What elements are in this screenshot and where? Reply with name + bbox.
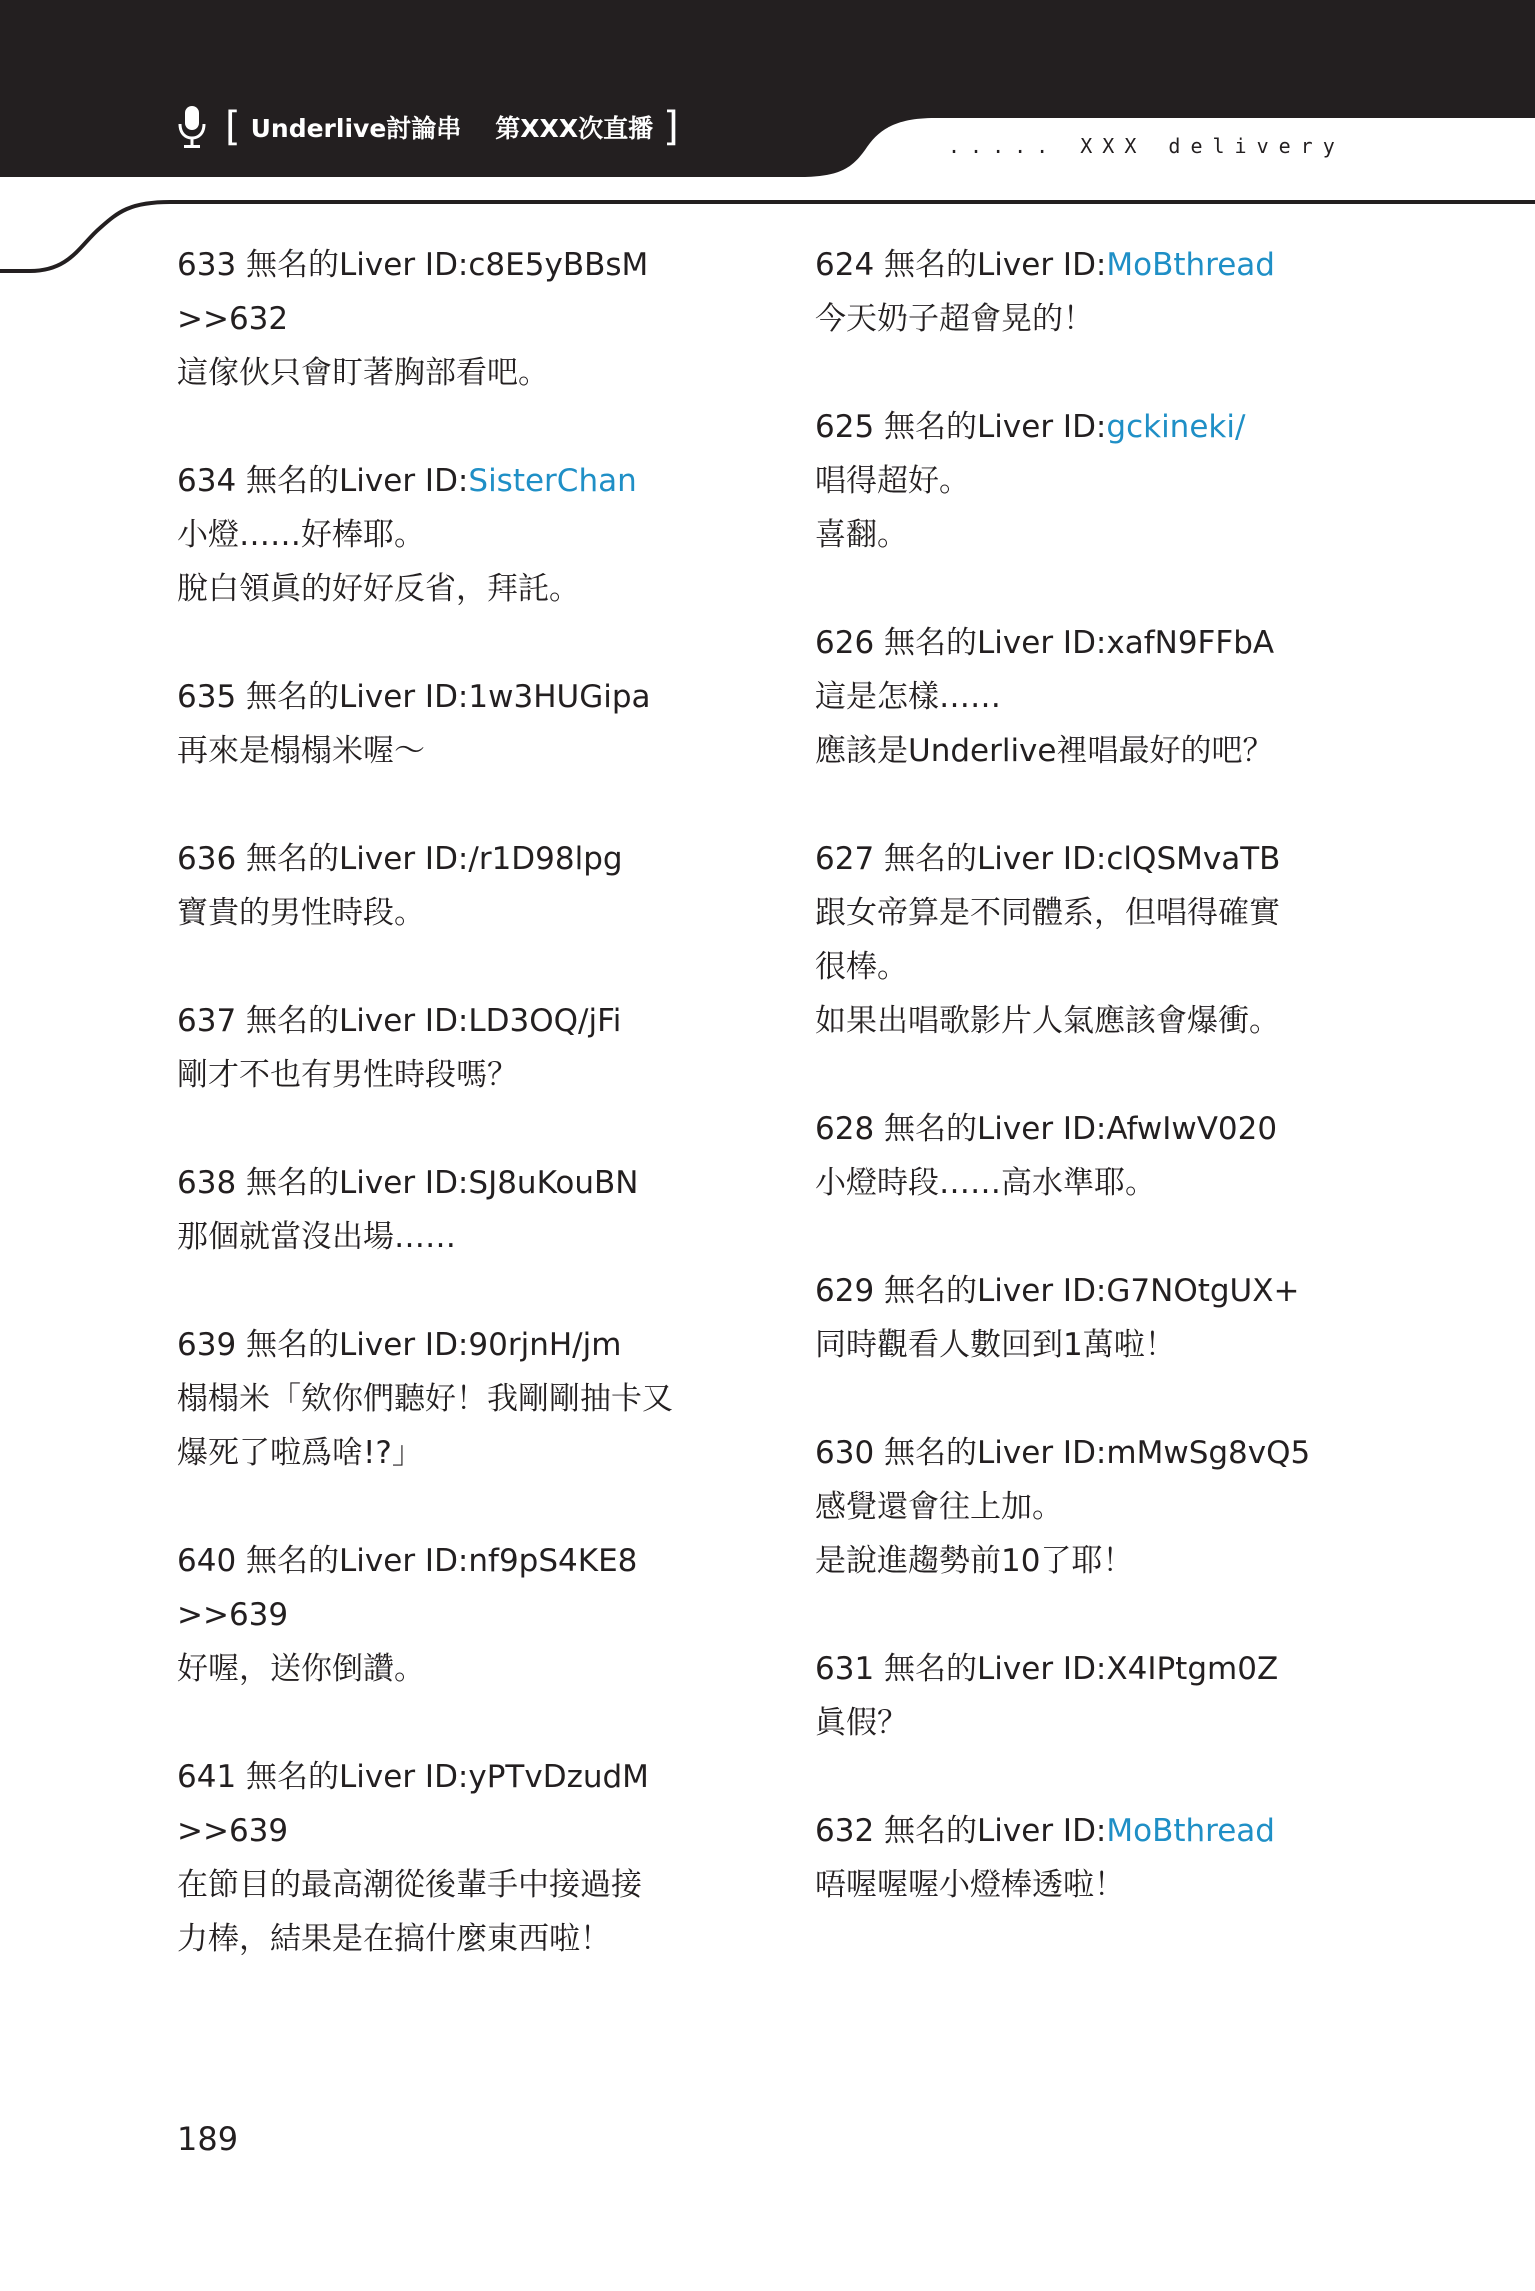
post (815, 1264, 1415, 1372)
post-header (815, 400, 1415, 454)
post-text-line: 喜翻。 (815, 517, 908, 553)
post-text-line: >>632 (177, 301, 289, 337)
bracket-open: [ (225, 104, 241, 150)
post-text-line: 小燈時段……高水準耶。 (815, 1165, 1156, 1201)
post-user-id: MoBthread (1106, 247, 1275, 283)
post-text-line: 小燈……好棒耶。 (177, 517, 425, 553)
post-text-line: 感覺還會往上加。 (815, 1489, 1063, 1525)
post-text-line: 是說進趨勢前10了耶！ (815, 1543, 1134, 1579)
post-header (815, 238, 1415, 292)
post-number-author: 636 無名的Liver ID: (177, 841, 469, 877)
post-text-line: 今天奶子超會晃的！ (815, 301, 1094, 337)
post (177, 994, 777, 1102)
post-number-author: 638 無名的Liver ID: (177, 1165, 469, 1201)
post-header (177, 1318, 777, 1372)
post-user-id: G7NOtgUX+ (1106, 1273, 1300, 1309)
post (815, 1426, 1415, 1588)
post (815, 832, 1415, 1048)
post (177, 238, 777, 400)
post-number-author: 637 無名的Liver ID: (177, 1003, 469, 1039)
post (815, 1642, 1415, 1750)
post (177, 1534, 777, 1696)
post-text-line: 這傢伙只會盯著胸部看吧。 (177, 355, 549, 391)
post-header (177, 238, 777, 292)
post-user-id: AfwIwV020 (1106, 1111, 1278, 1147)
post-header (815, 832, 1415, 886)
post-header (177, 1156, 777, 1210)
post-text-line: 應該是Underlive裡唱最好的吧？ (815, 733, 1274, 769)
post-text-line: 力棒，結果是在搞什麼東西啦！ (177, 1921, 611, 1957)
post-number-author: 634 無名的Liver ID: (177, 463, 469, 499)
post-text-line: 脫白領眞的好好反省，拜託。 (177, 571, 580, 607)
post-header (815, 1426, 1415, 1480)
post-user-id: MoBthread (1106, 1813, 1275, 1849)
thread-title (225, 104, 679, 150)
post-number-author: 625 無名的Liver ID: (815, 409, 1107, 445)
post-header (815, 1642, 1415, 1696)
post-text-line: 剛才不也有男性時段嗎？ (177, 1057, 518, 1093)
bracket-close: ] (663, 104, 679, 150)
thread-name: Underlive討論串 (250, 114, 462, 143)
post-text-line: >>639 (177, 1597, 289, 1633)
post (815, 616, 1415, 778)
episode-label: 第XXX次直播 (495, 114, 654, 143)
post-header (815, 1264, 1415, 1318)
post (815, 238, 1415, 346)
post-text-line: 在節目的最高潮從後輩手中接過接 (177, 1867, 642, 1903)
post-text-line: >>639 (177, 1813, 289, 1849)
post-text-line: 再來是榻榻米喔～ (177, 733, 425, 769)
post-number-author: 641 無名的Liver ID: (177, 1759, 469, 1795)
post (815, 1102, 1415, 1210)
post-number-author: 626 無名的Liver ID: (815, 625, 1107, 661)
post-number-author: 631 無名的Liver ID: (815, 1651, 1107, 1687)
post (815, 1804, 1415, 1912)
post-number-author: 632 無名的Liver ID: (815, 1813, 1107, 1849)
post-text-line: 同時觀看人數回到1萬啦！ (815, 1327, 1176, 1363)
post-text-line: 眞假？ (815, 1705, 908, 1741)
post-header (815, 1804, 1415, 1858)
post-number-author: 628 無名的Liver ID: (815, 1111, 1107, 1147)
post-header (177, 832, 777, 886)
post-user-id: 1w3HUGipa (468, 679, 651, 715)
post (815, 400, 1415, 562)
post-header (177, 994, 777, 1048)
post-header (815, 1102, 1415, 1156)
post-user-id: 90rjnH/jm (468, 1327, 622, 1363)
right-column (815, 238, 1415, 1966)
post-text-line: 那個就當沒出場…… (177, 1219, 456, 1255)
post-header (177, 670, 777, 724)
post-text-line: 唱得超好。 (815, 463, 970, 499)
post-header (177, 1534, 777, 1588)
post (177, 1318, 777, 1480)
post-number-author: 629 無名的Liver ID: (815, 1273, 1107, 1309)
delivery-subtitle: ..... XXX delivery (948, 134, 1345, 158)
post-user-id: mMwSg8vQ5 (1106, 1435, 1311, 1471)
post-text-line: 如果出唱歌影片人氣應該會爆衝。 (815, 1003, 1280, 1039)
page-number: 189 (177, 2120, 239, 2158)
post (177, 1156, 777, 1264)
post-number-author: 630 無名的Liver ID: (815, 1435, 1107, 1471)
post-text-line: 唔喔喔喔小燈棒透啦！ (815, 1867, 1125, 1903)
post-user-id: yPTvDzudM (468, 1759, 649, 1795)
post-text-line: 好喔，送你倒讚。 (177, 1651, 425, 1687)
post-number-author: 624 無名的Liver ID: (815, 247, 1107, 283)
post-user-id: xafN9FFbA (1106, 625, 1275, 661)
post-header (815, 616, 1415, 670)
post-user-id: gckineki/ (1106, 409, 1246, 445)
post-user-id: X4IPtgm0Z (1106, 1651, 1279, 1687)
post (177, 1750, 777, 1966)
post-user-id: /r1D98lpg (468, 841, 623, 877)
post-user-id: c8E5yBBsM (468, 247, 649, 283)
post-text-line: 榻榻米「欸你們聽好！我剛剛抽卡又 (177, 1381, 673, 1417)
post-number-author: 640 無名的Liver ID: (177, 1543, 469, 1579)
post-text-line: 寶貴的男性時段。 (177, 895, 425, 931)
post-number-author: 627 無名的Liver ID: (815, 841, 1107, 877)
microphone-icon (176, 104, 208, 150)
post-text-line: 跟女帝算是不同體系，但唱得確實 (815, 895, 1280, 931)
post-text-line: 這是怎樣…… (815, 679, 1001, 715)
post-number-author: 635 無名的Liver ID: (177, 679, 469, 715)
post-user-id: SJ8uKouBN (468, 1165, 639, 1201)
post-user-id: SisterChan (468, 463, 637, 499)
post (177, 832, 777, 940)
post-text-line: 很棒。 (815, 949, 908, 985)
post-user-id: clQSMvaTB (1106, 841, 1281, 877)
post (177, 670, 777, 778)
post (177, 454, 777, 616)
left-column (177, 238, 777, 2020)
post-number-author: 639 無名的Liver ID: (177, 1327, 469, 1363)
post-text-line: 爆死了啦爲啥!?」 (177, 1435, 423, 1471)
post-number-author: 633 無名的Liver ID: (177, 247, 469, 283)
post-user-id: LD3OQ/jFi (468, 1003, 622, 1039)
post-user-id: nf9pS4KE8 (468, 1543, 638, 1579)
post-header (177, 454, 777, 508)
post-header (177, 1750, 777, 1804)
